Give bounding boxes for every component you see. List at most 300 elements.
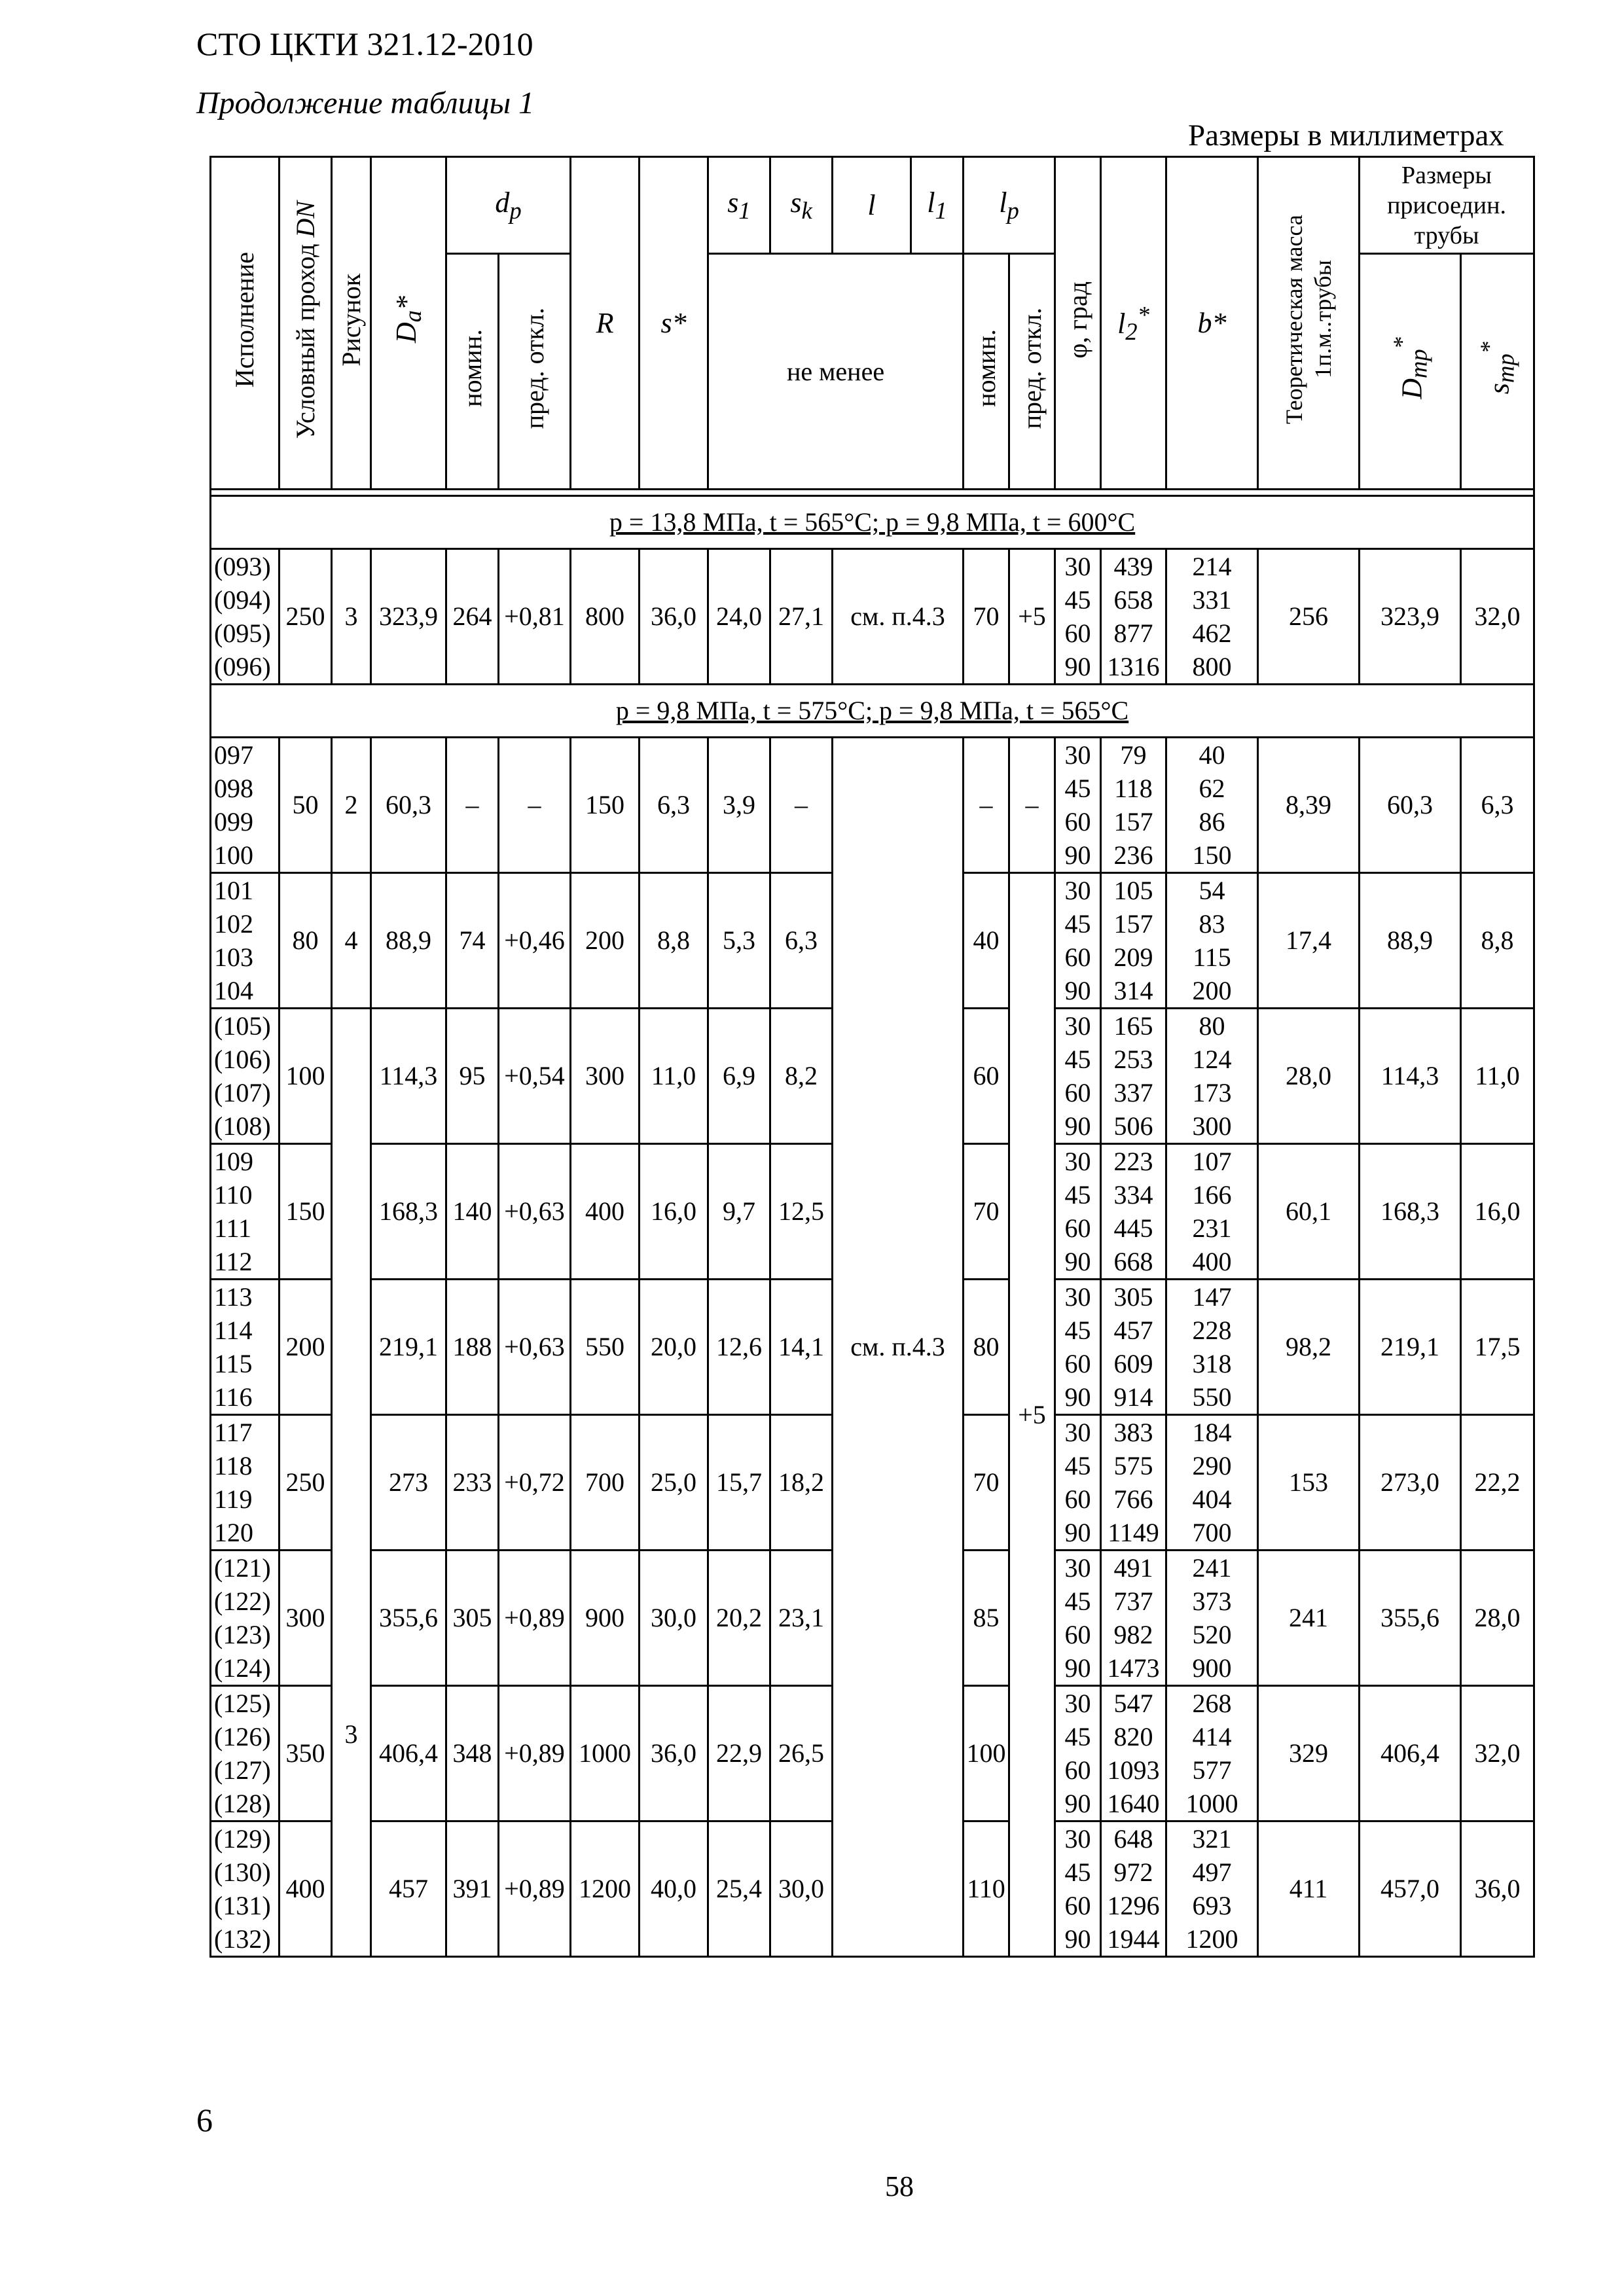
cell-ispolnenie [211,1551,280,1686]
cell-phi-value: 45 [1064,1857,1091,1887]
cell-b-value: 124 [1192,1045,1232,1074]
cell-phi [1055,1821,1101,1957]
cell-l2-value: 305 [1113,1282,1153,1312]
cell-b-value: 318 [1192,1349,1232,1378]
cell-ispolnenie [211,1686,280,1821]
col-header-lp: $l_p$ [964,157,1055,254]
cell-lp-nom: 110 [964,1821,1009,1957]
cell-l2-value: 575 [1113,1451,1153,1480]
cell-phi-value: 45 [1064,585,1091,615]
cell-b-value: 900 [1192,1653,1232,1683]
cell-ispolnenie-value: 100 [214,840,253,870]
cell-l2-value: 157 [1113,909,1153,939]
cell-b-value: 83 [1199,909,1225,939]
cell-dtr: 355,6 [1360,1551,1461,1686]
header-separator [211,490,1534,496]
cell-dp-pred: +0,72 [499,1415,571,1551]
cell-l2 [1101,1821,1166,1957]
col-header-ispolnenie: Исполнение [211,157,280,490]
cell-ispolnenie-value: (132) [214,1924,271,1954]
cell-l2 [1101,549,1166,685]
cell-dp-pred: +0,63 [499,1280,571,1415]
cell-sk: 12,5 [770,1144,833,1280]
cell-ispolnenie-value: (124) [214,1653,271,1683]
cell-phi-value: 60 [1064,1755,1091,1785]
cell-phi-value: 60 [1064,1620,1091,1649]
cell-ispolnenie-value: (108) [214,1111,271,1141]
cell-b-value: 400 [1192,1247,1232,1276]
cell-dp-pred: +0,63 [499,1144,571,1280]
cell-s1: 9,7 [708,1144,770,1280]
cell-dtr: 114,3 [1360,1009,1461,1144]
cell-s1: 20,2 [708,1551,770,1686]
cell-l2 [1101,873,1166,1009]
cell-ispolnenie-value: 111 [214,1213,252,1243]
cell-dp-pred: +0,89 [499,1551,571,1686]
cell-b-value: 184 [1192,1418,1232,1447]
cell-dtr: 406,4 [1360,1686,1461,1821]
cell-dp-nom: 348 [446,1686,499,1821]
cell-risunok: 4 [332,873,371,1009]
cell-b-value: 414 [1192,1722,1232,1751]
cell-b-value: 166 [1192,1180,1232,1210]
cell-ispolnenie-value: 113 [214,1282,253,1312]
cell-mass: 28,0 [1258,1009,1360,1144]
cell-sk: 14,1 [770,1280,833,1415]
col-header-str: $s_{тр}^*$ [1461,254,1534,490]
cell-l2 [1101,1144,1166,1280]
cell-ispolnenie-value: 101 [214,876,253,905]
cell-da: 219,1 [371,1280,446,1415]
cell-phi-value: 60 [1064,1349,1091,1378]
cell-b-value: 228 [1192,1316,1232,1345]
cell-dp-nom: 188 [446,1280,499,1415]
cell-l2-value: 445 [1113,1213,1153,1243]
cell-s: 36,0 [640,549,708,685]
cell-phi-value: 90 [1064,976,1091,1005]
cell-s1: 6,9 [708,1009,770,1144]
cell-dp-nom: 305 [446,1551,499,1686]
cell-sk: 30,0 [770,1821,833,1957]
cell-da: 168,3 [371,1144,446,1280]
cell-r: 300 [571,1009,640,1144]
cell-s1: 15,7 [708,1415,770,1551]
cell-l2-value: 820 [1113,1722,1153,1751]
cell-lp-nom: 80 [964,1280,1009,1415]
cell-l2-value: 1944 [1107,1924,1160,1954]
cell-l2-value: 165 [1113,1011,1153,1041]
cell-phi-value: 45 [1064,1451,1091,1480]
cell-s1: 12,6 [708,1280,770,1415]
cell-lp-nom: 85 [964,1551,1009,1686]
cell-dp-nom: 74 [446,873,499,1009]
cell-phi-value: 90 [1064,1518,1091,1547]
cell-b-value: 214 [1192,552,1232,581]
cell-dp-nom: 264 [446,549,499,685]
cell-str: 32,0 [1461,549,1534,685]
cell-ispolnenie-value: 110 [214,1180,253,1210]
col-header-lp-nom: номин. [964,254,1009,490]
cell-l2-value: 1296 [1107,1891,1160,1920]
cell-ispolnenie [211,738,280,873]
cell-da: 88,9 [371,873,446,1009]
cell-phi-value: 90 [1064,840,1091,870]
cell-l2-value: 118 [1114,774,1153,803]
cell-ispolnenie-value: (127) [214,1755,271,1785]
col-header-dn: Условный проход DN [280,157,332,490]
cell-dtr: 219,1 [1360,1280,1461,1415]
col-header-s: s* [640,157,708,490]
cell-b-value: 1200 [1185,1924,1238,1954]
cell-phi-value: 60 [1064,1891,1091,1920]
col-header-l2: $l_2^*$ [1101,157,1166,490]
cell-ispolnenie-value: 104 [214,976,253,1005]
cell-s: 25,0 [640,1415,708,1551]
cell-s: 8,8 [640,873,708,1009]
cell-s1: 24,0 [708,549,770,685]
cell-dp-pred: +0,89 [499,1686,571,1821]
cell-b [1166,1009,1258,1144]
cell-phi-value: 30 [1064,876,1091,905]
cell-dp-pred: +0,54 [499,1009,571,1144]
cell-str: 36,0 [1461,1821,1534,1957]
cell-s1: 3,9 [708,738,770,873]
cell-lp-nom: 70 [964,1415,1009,1551]
cell-b-value: 300 [1192,1111,1232,1141]
cell-b-value: 147 [1192,1282,1232,1312]
cell-da: 114,3 [371,1009,446,1144]
cell-l2-value: 737 [1113,1587,1153,1616]
cell-l-note: см. п.4.3 [833,549,964,685]
section-title [211,685,1534,738]
cell-lp-pred: – [1009,738,1055,873]
cell-phi-value: 60 [1064,619,1091,648]
cell-r: 200 [571,873,640,1009]
cell-lp-pred: +5 [1009,873,1055,1957]
cell-b-value: 268 [1192,1689,1232,1718]
cell-b-value: 290 [1192,1451,1232,1480]
cell-phi-value: 30 [1064,552,1091,581]
cell-ispolnenie [211,873,280,1009]
cell-str: 11,0 [1461,1009,1534,1144]
cell-r: 150 [571,738,640,873]
cell-ispolnenie-value: 109 [214,1147,253,1176]
page-number: 58 [885,2170,914,2202]
cell-l2-value: 1473 [1107,1653,1160,1683]
cell-b-value: 693 [1192,1891,1232,1920]
cell-phi-value: 45 [1064,909,1091,939]
cell-b [1166,549,1258,685]
section-title-text: p = 13,8 МПа, t = 565°C; p = 9,8 МПа, t = 600°C [609,507,1136,537]
cell-ispolnenie [211,1009,280,1144]
cell-b-value: 62 [1199,774,1225,803]
cell-mass: 329 [1258,1686,1360,1821]
cell-l2-value: 972 [1113,1857,1153,1887]
cell-s: 6,3 [640,738,708,873]
cell-str: 6,3 [1461,738,1534,873]
col-header-dp: $d_p$ [446,157,571,254]
document-code: СТО ЦКТИ 321.12-2010 [196,26,533,62]
cell-l2-value: 314 [1113,976,1153,1005]
cell-ispolnenie-value: 119 [214,1484,253,1514]
footer-left-number: 6 [196,2102,213,2138]
cell-b-value: 231 [1192,1213,1232,1243]
cell-ispolnenie-value: (128) [214,1789,271,1818]
cell-mass: 17,4 [1258,873,1360,1009]
cell-s: 20,0 [640,1280,708,1415]
cell-dp-nom: 95 [446,1009,499,1144]
cell-phi [1055,1144,1101,1280]
cell-dp-nom: 233 [446,1415,499,1551]
cell-ispolnenie-value: (094) [214,585,271,615]
cell-phi-value: 45 [1064,1316,1091,1345]
cell-dtr: 273,0 [1360,1415,1461,1551]
cell-risunok: 2 [332,738,371,873]
cell-b [1166,1821,1258,1957]
cell-ispolnenie-value: 112 [214,1247,253,1276]
cell-phi-value: 45 [1064,1722,1091,1751]
cell-mass: 153 [1258,1415,1360,1551]
cell-b-value: 373 [1192,1587,1232,1616]
cell-b-value: 321 [1192,1824,1232,1854]
col-header-l1: $l_1$ [911,157,964,254]
cell-ispolnenie [211,549,280,685]
cell-ispolnenie-value: (125) [214,1689,271,1718]
cell-l2-value: 157 [1113,807,1153,836]
cell-phi-value: 30 [1064,1282,1091,1312]
cell-b [1166,1551,1258,1686]
cell-phi [1055,873,1101,1009]
cell-r: 1200 [571,1821,640,1957]
col-header-s1: $s_1$ [708,157,770,254]
cell-ispolnenie-value: 115 [214,1349,253,1378]
cell-b-value: 200 [1192,976,1232,1005]
cell-phi-value: 30 [1064,1824,1091,1854]
cell-mass: 256 [1258,549,1360,685]
cell-l2 [1101,1009,1166,1144]
cell-mass: 60,1 [1258,1144,1360,1280]
cell-l2-value: 766 [1113,1484,1153,1514]
cell-str: 17,5 [1461,1280,1534,1415]
cell-ispolnenie-value: 117 [214,1418,253,1447]
cell-dn: 400 [280,1821,332,1957]
col-header-b: b* [1166,157,1258,490]
cell-l-note: см. п.4.3 [833,738,964,1957]
cell-phi-value: 90 [1064,1111,1091,1141]
cell-l2-value: 79 [1120,740,1147,770]
cell-ispolnenie-value: 114 [214,1316,253,1345]
cell-ispolnenie-value: (130) [214,1857,271,1887]
cell-b-value: 107 [1192,1147,1232,1176]
cell-ispolnenie-value: (121) [214,1553,271,1583]
cell-b-value: 40 [1199,740,1225,770]
col-header-dp-pred: пред. откл. [499,254,571,490]
cell-ispolnenie [211,1415,280,1551]
cell-str: 16,0 [1461,1144,1534,1280]
cell-dtr: 60,3 [1360,738,1461,873]
cell-l2-value: 491 [1113,1553,1153,1583]
cell-l2-value: 668 [1113,1247,1153,1276]
cell-ispolnenie [211,1144,280,1280]
col-header-r: R [571,157,640,490]
cell-phi-value: 90 [1064,1789,1091,1818]
cell-l2-value: 334 [1113,1180,1153,1210]
cell-l2-value: 547 [1113,1689,1153,1718]
cell-dn: 250 [280,1415,332,1551]
cell-dtr: 88,9 [1360,873,1461,1009]
cell-phi-value: 90 [1064,1382,1091,1412]
cell-phi-value: 30 [1064,1147,1091,1176]
cell-l2 [1101,1551,1166,1686]
cell-mass: 8,39 [1258,738,1360,873]
cell-b [1166,1144,1258,1280]
cell-b-value: 1000 [1185,1789,1238,1818]
cell-ispolnenie-value: (123) [214,1620,271,1649]
cell-dp-pred: +0,81 [499,549,571,685]
cell-ispolnenie-value: (106) [214,1045,271,1074]
cell-str: 28,0 [1461,1551,1534,1686]
cell-b [1166,1686,1258,1821]
col-header-risunok: Рисунок [332,157,371,490]
cell-ispolnenie [211,1280,280,1415]
cell-phi-value: 30 [1064,1689,1091,1718]
cell-phi-value: 60 [1064,1213,1091,1243]
cell-lp-nom: 70 [964,549,1009,685]
cell-l2-value: 914 [1113,1382,1153,1412]
cell-risunok: 3 [332,549,371,685]
cell-s1: 25,4 [708,1821,770,1957]
cell-l2-value: 609 [1113,1349,1153,1378]
cell-s: 40,0 [640,1821,708,1957]
cell-dn: 250 [280,549,332,685]
cell-dn: 350 [280,1686,332,1821]
cell-sk: 18,2 [770,1415,833,1551]
cell-ispolnenie-value: 118 [214,1451,253,1480]
cell-ispolnenie-value: 097 [214,740,253,770]
cell-str: 22,2 [1461,1415,1534,1551]
cell-phi [1055,1551,1101,1686]
cell-l2-value: 1640 [1107,1789,1160,1818]
cell-ispolnenie-value: (096) [214,652,271,681]
cell-da: 355,6 [371,1551,446,1686]
cell-dn: 50 [280,738,332,873]
cell-phi [1055,549,1101,685]
cell-s: 30,0 [640,1551,708,1686]
cell-b-value: 241 [1192,1553,1232,1583]
cell-phi-value: 30 [1064,740,1091,770]
col-header-pipe: Размеры присоедин. трубы [1360,157,1534,254]
cell-str: 8,8 [1461,873,1534,1009]
cell-l2 [1101,1415,1166,1551]
cell-l2 [1101,738,1166,873]
cell-phi-value: 60 [1064,942,1091,972]
cell-l2-value: 877 [1113,619,1153,648]
cell-b-value: 331 [1192,585,1232,615]
cell-ispolnenie-value: (131) [214,1891,271,1920]
cell-ispolnenie [211,1821,280,1957]
cell-l2-value: 223 [1113,1147,1153,1176]
cell-dtr: 457,0 [1360,1821,1461,1957]
dimensions-table [209,156,1535,1958]
cell-dp-nom: 140 [446,1144,499,1280]
cell-b-value: 404 [1192,1484,1232,1514]
cell-phi-value: 60 [1064,1078,1091,1107]
cell-phi-value: 45 [1064,774,1091,803]
cell-b-value: 150 [1192,840,1232,870]
cell-lp-nom: 60 [964,1009,1009,1144]
cell-phi-value: 60 [1064,807,1091,836]
cell-b-value: 80 [1199,1011,1225,1041]
cell-phi-value: 30 [1064,1011,1091,1041]
section-title [211,496,1534,549]
col-header-dp-nom: номин. [446,254,499,490]
cell-b-value: 86 [1199,807,1225,836]
cell-ispolnenie-value: 098 [214,774,253,803]
cell-l2-value: 439 [1113,552,1153,581]
col-header-da: $D_a*$ [371,157,446,490]
cell-s1: 5,3 [708,873,770,1009]
cell-b-value: 700 [1192,1518,1232,1547]
cell-phi-value: 30 [1064,1553,1091,1583]
cell-lp-nom: 100 [964,1686,1009,1821]
cell-phi [1055,1280,1101,1415]
cell-l2-value: 982 [1113,1620,1153,1649]
cell-dp-nom: – [446,738,499,873]
cell-ispolnenie-value: 102 [214,909,253,939]
cell-phi [1055,1686,1101,1821]
cell-dp-pred: – [499,738,571,873]
table-continuation-caption: Продолжение таблицы 1 [196,86,535,120]
cell-lp-pred: +5 [1009,549,1055,685]
cell-b [1166,1415,1258,1551]
cell-da: 60,3 [371,738,446,873]
cell-b-value: 54 [1199,876,1225,905]
cell-l2-value: 1149 [1108,1518,1159,1547]
cell-s: 11,0 [640,1009,708,1144]
cell-sk: 27,1 [770,549,833,685]
col-header-mass: Теоретическая масса 1п.м..трубы [1258,157,1360,490]
cell-ispolnenie-value: (107) [214,1078,271,1107]
col-header-sk: $s_k$ [770,157,833,254]
cell-l2-value: 658 [1113,585,1153,615]
cell-b-value: 115 [1193,942,1231,972]
cell-sk: – [770,738,833,873]
cell-sk: 26,5 [770,1686,833,1821]
cell-str: 32,0 [1461,1686,1534,1821]
cell-sk: 6,3 [770,873,833,1009]
cell-dp-pred: +0,89 [499,1821,571,1957]
cell-r: 800 [571,549,640,685]
cell-ispolnenie-value: 116 [214,1382,253,1412]
cell-b [1166,1280,1258,1415]
cell-dp-nom: 391 [446,1821,499,1957]
cell-l2-value: 1093 [1107,1755,1160,1785]
cell-l2-value: 337 [1113,1078,1153,1107]
cell-phi-value: 90 [1064,1653,1091,1683]
cell-l2-value: 209 [1113,942,1153,972]
cell-sk: 8,2 [770,1009,833,1144]
cell-dn: 100 [280,1009,332,1144]
cell-l2-value: 383 [1113,1418,1153,1447]
cell-phi-value: 45 [1064,1587,1091,1616]
cell-phi [1055,1415,1101,1551]
col-header-dtr: $D_{тр}^*$ [1360,254,1461,490]
cell-da: 323,9 [371,549,446,685]
section-title-text: p = 9,8 МПа, t = 575°C; p = 9,8 МПа, t = 565°C [615,696,1129,726]
cell-l2-value: 105 [1113,876,1153,905]
cell-r: 1000 [571,1686,640,1821]
cell-dn: 150 [280,1144,332,1280]
